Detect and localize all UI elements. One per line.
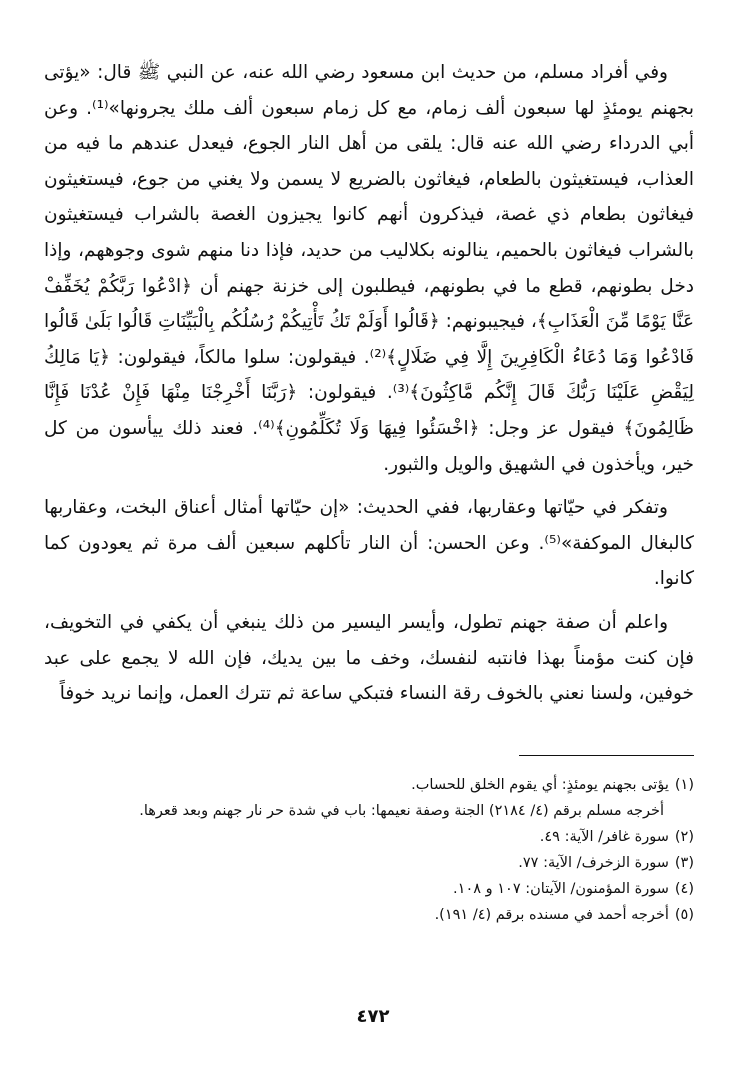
footnote-1-continuation: أخرجه مسلم برقم (٤/ ٢١٨٤) الجنة وصفة نعيمها: باب في شدة حر نار جهنم وبعد قعرها. [139,803,664,819]
page-number: ٤٧٢ [356,1006,390,1027]
footnote-text: سورة غافر/ الآية: ٤٩. [539,829,669,845]
footnote-number: (٢) [674,829,694,845]
footnote-1 [44,772,694,798]
footnote-number: (٣) [674,855,694,871]
footnote-2 [44,824,694,850]
footnote-text: سورة المؤمنون/ الآيتان: ١٠٧ و ١٠٨. [453,881,669,897]
footnote-3 [44,850,694,876]
footnote-text: يؤتى بجهنم يومئذٍ: أي يقوم الخلق للحساب. [411,777,669,793]
footnote-number: (٤) [674,881,694,897]
main-text [44,55,694,712]
footnote-number: (١) [674,777,694,793]
footnote-separator [519,755,694,756]
footnote-4 [44,876,694,902]
footnote-number: (٥) [674,907,694,923]
footnote-5 [44,902,694,928]
paragraph-1: وفي أفراد مسلم، من حديث ابن مسعود رضي الله عنه، عن النبي ﷺ قال: «يؤتى بجهنم يومئذٍ لها سبعون ألف زمام، مع كل زمام سبعون ألف ملك يجرونها»⁽¹⁾. وعن أبي الدرداء رضي الله عنه قال: يلقى من أهل النار الجوع، فيعدل عندهم ما فيه من العذاب، فيستغيثون بالطعام، فيغاثون بالضريع لا يسمن ولا يغني من جوع، فيستغيثون فيغاثون بطعام ذي غصة، فيذكرون أنهم كانوا يجيزون الغصة بالشراب فيستغيثون بالشراب فيغاثون بالحميم، ينالونه بكلاليب من حديد، فإذا دنا منهم شوى وجوههم، وإذا دخل بطونهم، قطع ما في بطونهم، فيطلبون إلى خزنة جهنم أن ﴿ادْعُوا رَبَّكُمْ يُخَفِّفْ عَنَّا يَوْمًا مِّنَ الْعَذَابِ﴾، فيجيبونهم: ﴿قَالُوا أَوَلَمْ تَكُ تَأْتِيكُمْ رُسُلُكُم بِالْبَيِّنَاتِ قَالُوا بَلَىٰ قَالُوا فَادْعُوا وَمَا دُعَاءُ الْكَافِرِينَ إِلَّا فِي ضَلَالٍ﴾⁽²⁾. فيقولون: سلوا مالكاً، فيقولون: ﴿يَا مَالِكُ لِيَقْضِ عَلَيْنَا رَبُّكَ قَالَ إِنَّكُم مَّاكِثُونَ﴾⁽³⁾. فيقولون: ﴿رَبَّنَا أَخْرِجْنَا مِنْهَا فَإِنْ عُدْنَا فَإِنَّا ظَالِمُونَ﴾ فيقول عز وجل: ﴿اخْسَئُوا فِيهَا وَلَا تُكَلِّمُونِ﴾⁽⁴⁾. فعند ذلك ييأسون من كل خير، ويأخذون في الشهيق والويل والثبور. [44,62,694,475]
footnote-text: سورة الزخرف/ الآية: ٧٧. [518,855,669,871]
paragraph-2: وتفكر في حيّاتها وعقاربها، ففي الحديث: «إن حيّاتها أمثال أعناق البخت، وعقاربها كالبغال الموكفة»⁽⁵⁾. وعن الحسن: أن النار تأكلهم سبعين ألف مرة ثم يعودون كما كانوا. [44,497,694,590]
paragraph-3: واعلم أن صفة جهنم تطول، وأيسر اليسير من ذلك ينبغي أن يكفي في التخويف، فإن كنت مؤمناً بهذا فانتبه لنفسك، وخف ما بين يديك، فإن الله لا يجمع على عبد خوفين، ولسنا نعني بالخوف رقة النساء فتبكي ساعة ثم تترك العمل، وإنما نريد خوفاً [44,611,694,705]
footnote-text: أخرجه أحمد في مسنده برقم (٤/ ١٩١). [434,907,669,923]
footnotes [44,772,694,928]
